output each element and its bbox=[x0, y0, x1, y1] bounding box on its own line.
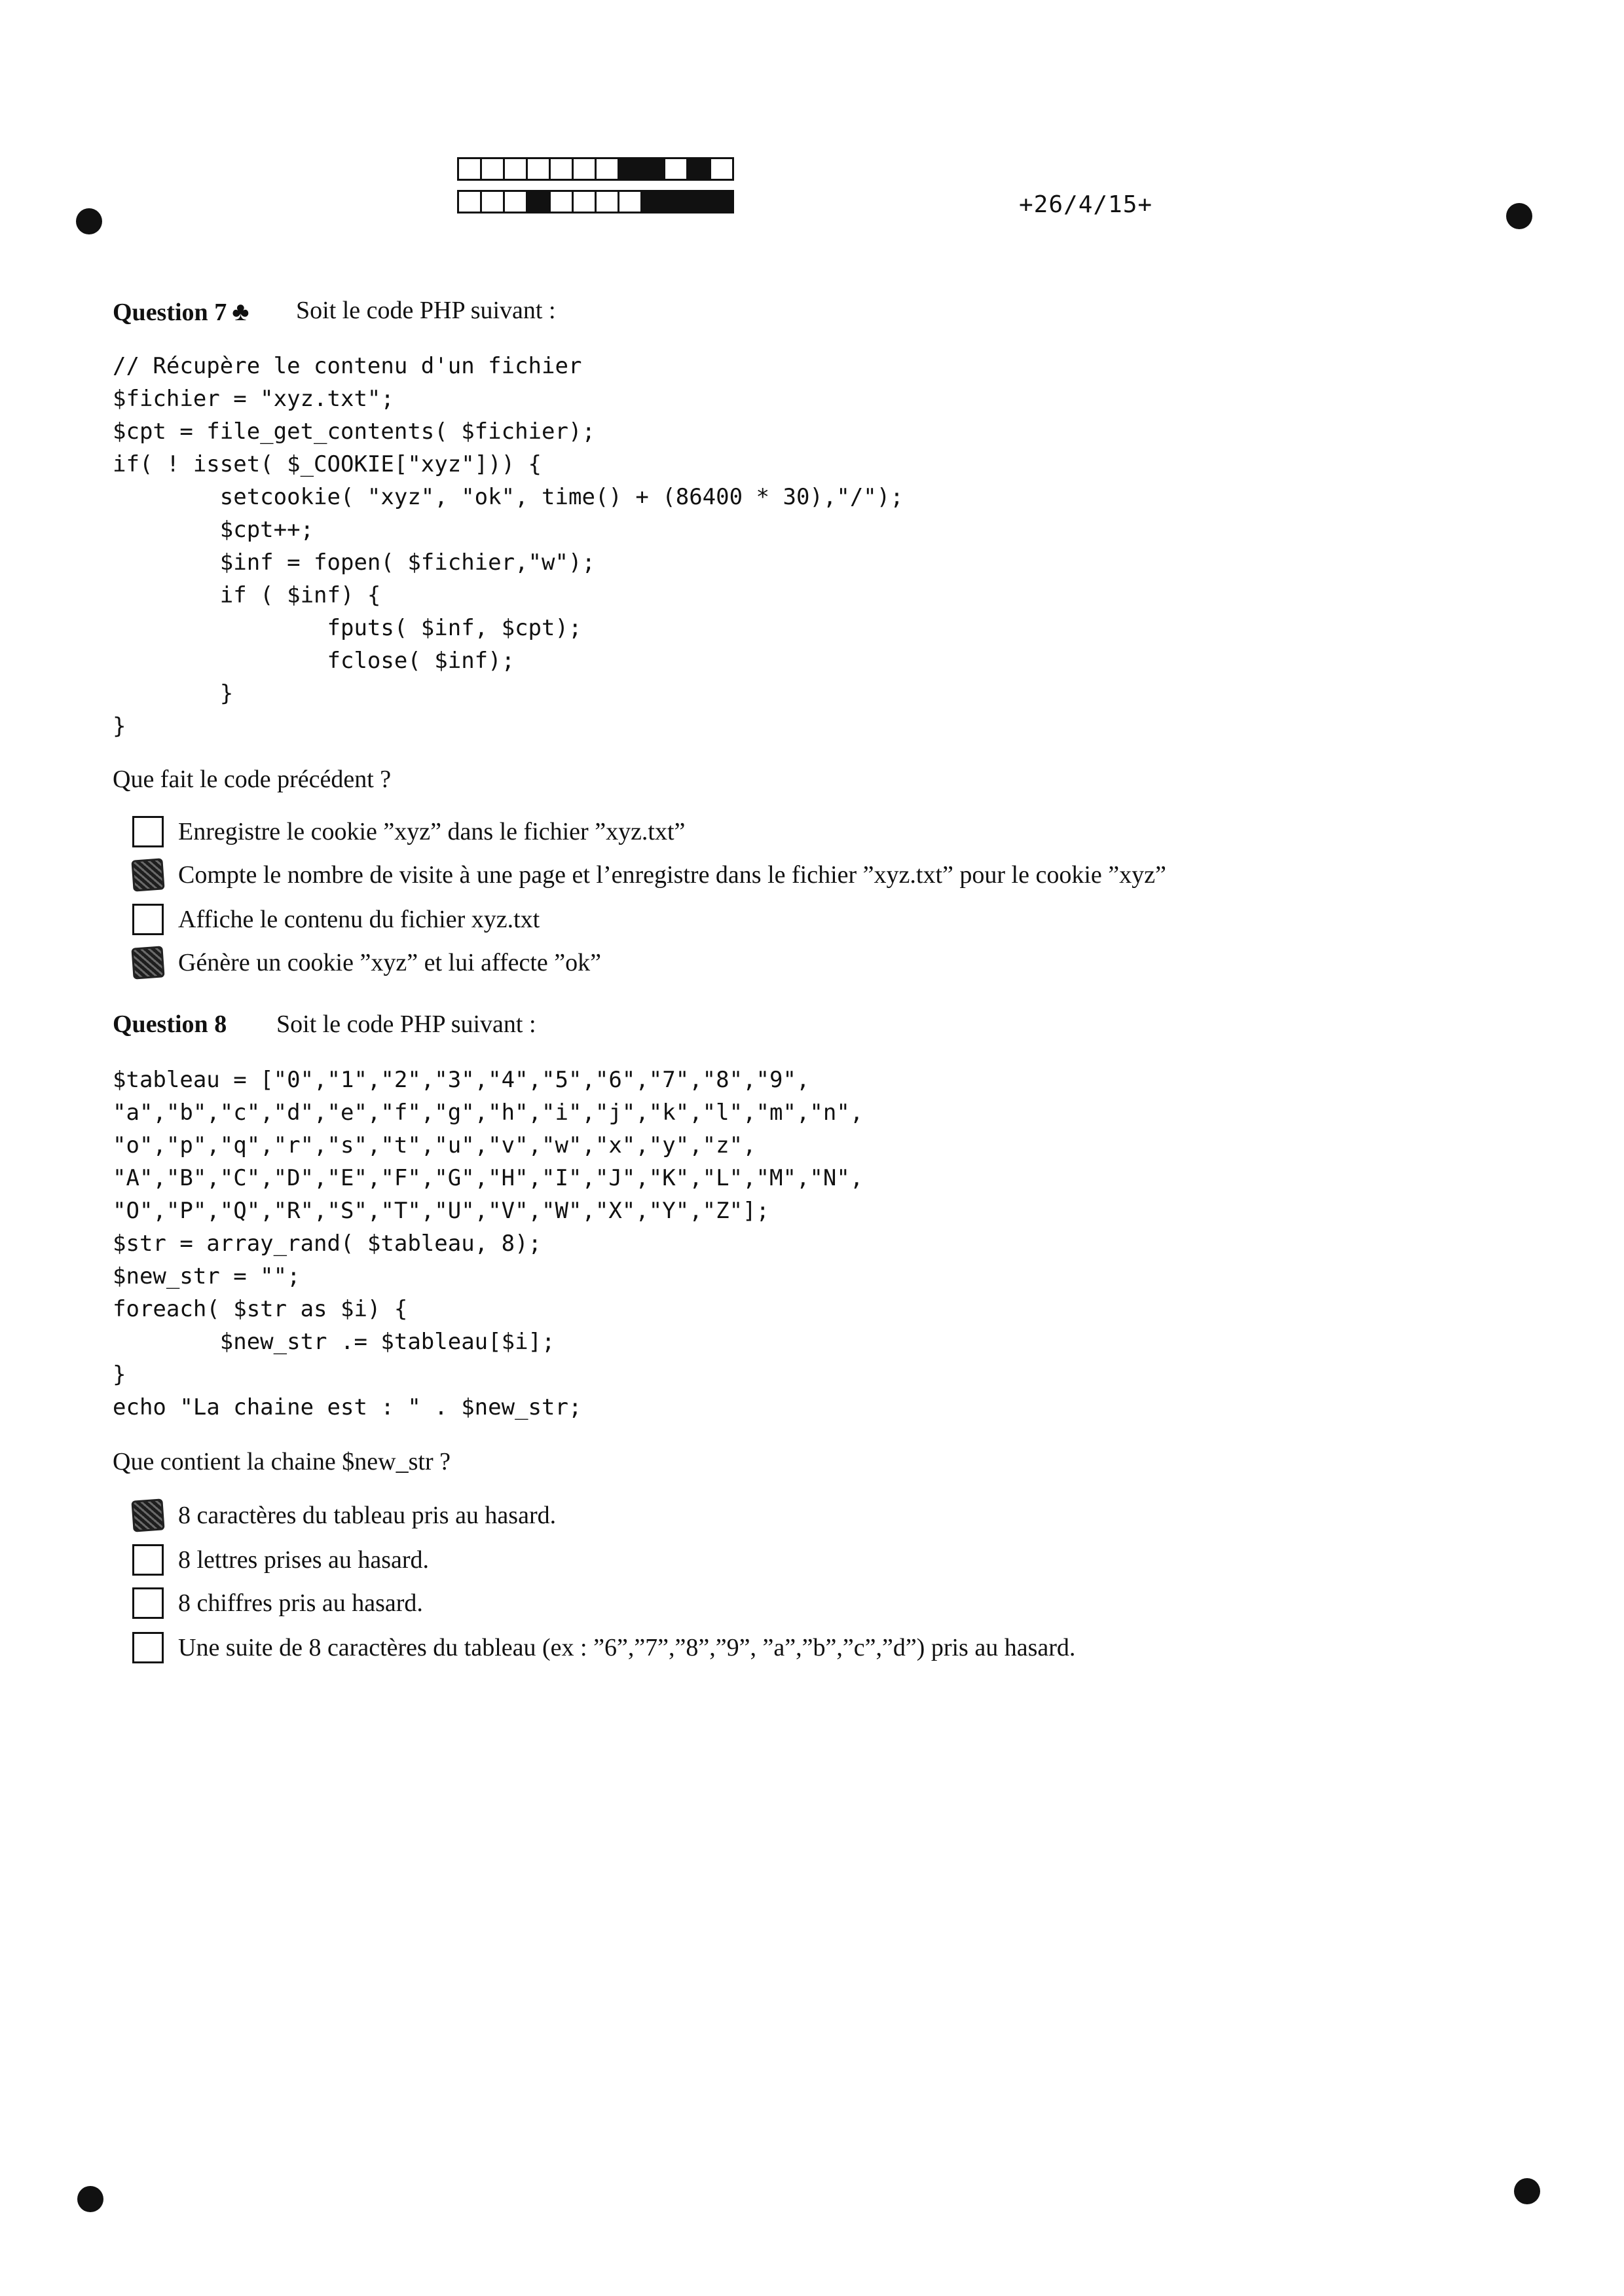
option-label: Génère un cookie ”xyz” et lui affecte ”ok” bbox=[178, 949, 601, 976]
page-code-row-1 bbox=[457, 157, 734, 185]
option-label: 8 lettres prises au hasard. bbox=[178, 1546, 430, 1574]
q7-option-1[interactable] bbox=[132, 815, 685, 849]
q7-option-2[interactable] bbox=[132, 858, 1166, 892]
question-8-header bbox=[113, 1010, 536, 1039]
code-box bbox=[663, 190, 688, 213]
corner-mark-top-right bbox=[1506, 203, 1532, 229]
q8-option-4[interactable] bbox=[132, 1631, 1075, 1665]
code-box bbox=[480, 190, 505, 213]
code-box bbox=[618, 190, 642, 213]
code-box bbox=[572, 157, 597, 181]
question-8-code: $tableau = ["0","1","2","3","4","5","6","7","8","9", "a","b","c","d","e","f","g","h","i","j","k","l","m","n", "o","p","q","r","s","t","u","v","w","x","y","z", "A","B","C","D","E","F","G","H","I","J","K","L","M","N", "O","P","Q","R","S","T","U","V","W","X","Y","Z"]; $str = array_rand( $tableau, 8); $new_str = ""; foreach( $str as $i) { $new_str .= $tableau[$i]; } echo "La chaine est : " . $new_str; bbox=[113, 1067, 864, 1420]
corner-mark-bottom-right bbox=[1514, 2178, 1540, 2204]
option-label: 8 caractères du tableau pris au hasard. bbox=[178, 1502, 557, 1529]
code-box bbox=[503, 157, 528, 181]
question-7-prompt: Que fait le code précédent ? bbox=[113, 766, 392, 793]
question-7-title: Question 7 bbox=[113, 299, 227, 326]
checkbox[interactable] bbox=[132, 904, 164, 935]
club-icon: ♣ bbox=[232, 297, 249, 326]
question-7-lead: Soit le code PHP suivant : bbox=[296, 297, 556, 324]
question-7-header bbox=[113, 296, 556, 327]
code-box bbox=[595, 157, 619, 181]
q7-option-4[interactable] bbox=[132, 946, 601, 980]
code-box bbox=[549, 190, 574, 213]
code-box bbox=[457, 190, 482, 213]
question-8-lead: Soit le code PHP suivant : bbox=[276, 1010, 536, 1038]
code-box bbox=[595, 190, 619, 213]
checkbox[interactable] bbox=[132, 1587, 164, 1619]
checkbox[interactable] bbox=[132, 1544, 164, 1576]
checkbox[interactable] bbox=[131, 946, 164, 979]
checkbox[interactable] bbox=[132, 816, 164, 847]
code-box bbox=[618, 157, 642, 181]
code-box bbox=[526, 157, 551, 181]
option-label: Une suite de 8 caractères du tableau (ex : ”6”,”7”,”8”,”9”, ”a”,”b”,”c”,”d”) pris au hasard. bbox=[178, 1634, 1076, 1661]
code-box bbox=[457, 157, 482, 181]
code-box bbox=[686, 157, 711, 181]
code-box bbox=[686, 190, 711, 213]
corner-mark-top-left bbox=[76, 208, 102, 234]
code-box bbox=[663, 157, 688, 181]
q8-option-1[interactable] bbox=[132, 1498, 556, 1532]
checkbox[interactable] bbox=[131, 858, 164, 891]
code-box bbox=[526, 190, 551, 213]
code-box bbox=[709, 190, 734, 213]
q8-option-2[interactable] bbox=[132, 1543, 429, 1577]
option-label: Compte le nombre de visite à une page et l’enregistre dans le fichier ”xyz.txt” pour le cookie ”xyz” bbox=[178, 861, 1166, 889]
page-code-row-2 bbox=[457, 190, 734, 217]
page-id: +26/4/15+ bbox=[1019, 191, 1153, 218]
question-7-code: // Récupère le contenu d'un fichier $fichier = "xyz.txt"; $cpt = file_get_contents( $fichier); if( ! isset( $_COOKIE["xyz"])) { setcookie( "xyz", "ok", time() + (86400 * 30),"/"); $cpt++; $inf = fopen( $fichier,"w"); if ( $inf) { fputs( $inf, $cpt); fclose( $inf); } } bbox=[113, 353, 904, 739]
code-box bbox=[640, 190, 665, 213]
corner-mark-bottom-left bbox=[77, 2186, 103, 2212]
code-box bbox=[480, 157, 505, 181]
code-box bbox=[549, 157, 574, 181]
option-label: Enregistre le cookie ”xyz” dans le fichier ”xyz.txt” bbox=[178, 818, 686, 845]
q7-option-3[interactable] bbox=[132, 902, 540, 936]
checkbox[interactable] bbox=[132, 1632, 164, 1663]
question-8-prompt: Que contient la chaine $new_str ? bbox=[113, 1448, 451, 1475]
code-box bbox=[572, 190, 597, 213]
option-label: Affiche le contenu du fichier xyz.txt bbox=[178, 906, 540, 933]
question-8-title: Question 8 bbox=[113, 1010, 227, 1038]
code-box bbox=[640, 157, 665, 181]
checkbox[interactable] bbox=[131, 1498, 164, 1532]
q8-option-3[interactable] bbox=[132, 1586, 423, 1620]
option-label: 8 chiffres pris au hasard. bbox=[178, 1589, 423, 1617]
code-box bbox=[709, 157, 734, 181]
code-box bbox=[503, 190, 528, 213]
